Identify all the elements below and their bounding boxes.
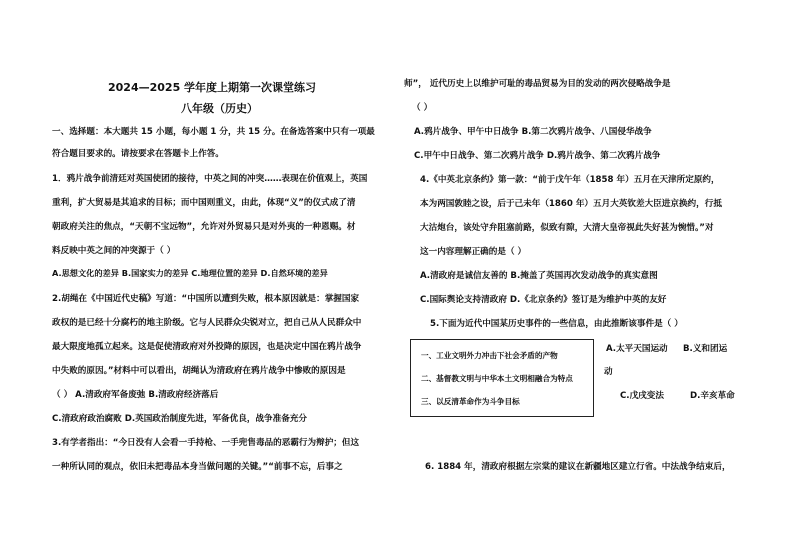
question-line: 5.下面为近代中国某历史事件的一些信息，由此推断该事件是（ ） [430,319,683,329]
answer-options: A.思想文化的差异 B.国家实力的差异 C.地理位置的差异 D.自然环境的差异 [52,268,328,278]
question-line: 这一内容理解正确的是（ ） [420,247,527,257]
answer-options: C.清政府政治腐败 D.英国政治制度先进，军备优良，战争准备充分 [52,414,307,424]
question-line: 1．鸦片战争前清廷对英国使团的接待，中英之间的冲突……表现在价值观上，英国 [52,174,368,184]
question-line: 重利，扩大贸易是其追求的目标；而中国则重义，由此，体现“义”的仪式成了清 [52,198,356,208]
question-line: 4.《中英北京条约》第一款：“前于戊午年（1858 年）五月在天津所定原约， [420,175,720,185]
question-line: 师”， 近代历史上以维护可耻的毒品贸易为目的发动的两次侵略战争是 [404,79,671,89]
info-item: 一、工业文明外力冲击下社会矛盾的产物 [421,351,558,360]
question-line: 本为两国敦睦之设，后于己未年（1860 年）五月大英钦差大臣进京换约，行抵 [420,199,722,209]
question-line: 大沽炮台，该处守弁阻塞前路，似致有隙，大清大皇帝视此失好甚为惋惜。”对 [420,223,714,233]
question-line: 2.胡绳在《中国近代史稿》写道：“中国所以遭到失败，根本原因就是：掌握国家 [52,294,360,304]
answer-options: C.国际舆论支持清政府 D.《北京条约》签订是为维护中英的友好 [420,295,667,305]
question-line: 6. 1884 年，清政府根据左宗棠的建议在新疆地区建立行省。中法战争结束后， [425,462,731,472]
info-item: 三、以反清革命作为斗争目标 [421,397,520,406]
question-line: 朝政府关注的焦点，“天朝不宝远物”，允许对外贸易只是对外夷的一种恩赐。材 [52,222,356,232]
question-line: 一种所认同的观点，依旧未把毒品本身当做问题的关键。”“前事不忘，后事之 [52,462,343,472]
question-line: 3.有学者指出：“今日没有人会看一手持枪、一手兜售毒品的恶霸行为辩护；但这 [52,438,360,448]
info-box [410,339,594,417]
page-subtitle: 八年级（历史） [181,102,258,115]
question-line: 政权的是已经十分腐朽的地主阶级。它与人民群众尖锐对立，把自己从人民群众中 [52,318,362,328]
answer-options: C.甲午中日战争、第二次鸦片战争 D.鸦片战争、第二次鸦片战争 [414,151,661,161]
question-line: 中失败的原因。”材料中可以看出，胡绳认为清政府在鸦片战争中惨败的原因是 [52,366,346,376]
answer-options: A.鸦片战争、甲午中日战争 B.第二次鸦片战争、八国侵华战争 [414,127,652,137]
option-c: C.戊戌变法 [620,391,664,401]
option-b-continued: 动 [604,367,613,377]
option-b: B.义和团运 [683,344,728,354]
option-a: A.太平天国运动 [606,344,668,354]
answer-options: （ ） A.清政府军备废弛 B.清政府经济落后 [52,390,219,400]
answer-options: A.清政府是诚信友善的 B.掩盖了英国再次发动战争的真实意图 [420,271,658,281]
question-line: 符合题目要求的。请按要求在答题卡上作答。 [52,149,224,159]
question-line: 料反映中英之间的冲突源于（ ） [52,246,176,256]
option-d: D.辛亥革命 [690,391,735,401]
question-line: 一、选择题：本大题共 15 小题，每小题 1 分，共 15 分。在备选答案中只有一项最 [52,127,375,137]
page-title: 2024—2025 学年度上期第一次课堂练习 [108,81,317,94]
info-item: 二、基督教文明与中华本土文明相融合为特点 [421,374,573,383]
question-line: 最大限度地孤立起来。这是促使清政府对外投降的原因，也是决定中国在鸦片战争 [52,342,362,352]
question-line: （ ） [412,103,433,113]
